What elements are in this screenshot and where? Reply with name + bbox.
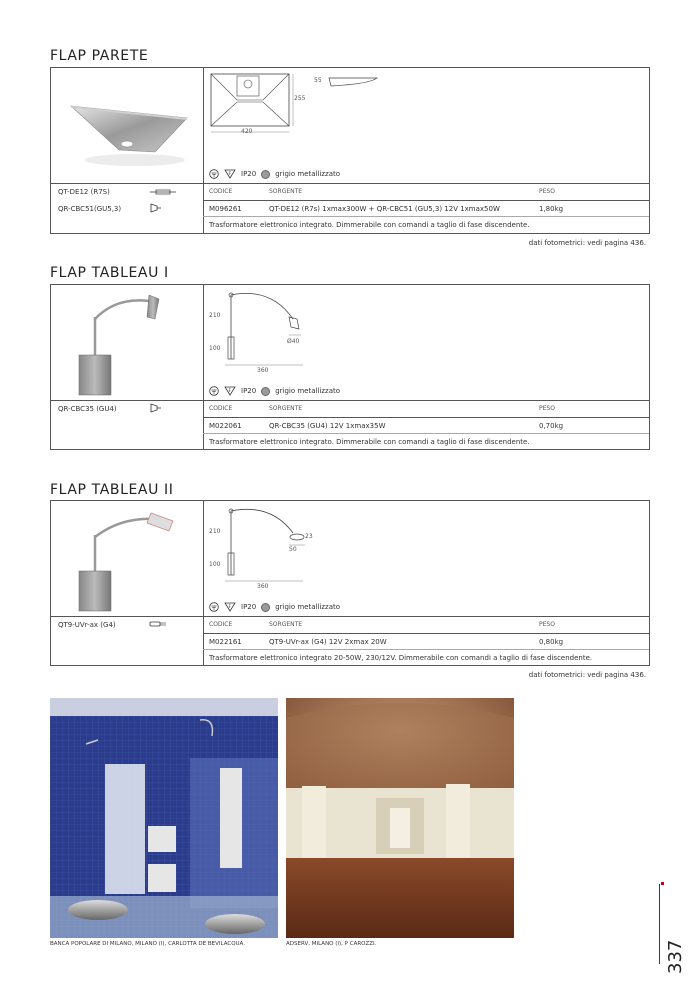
- product-note: Trasformatore elettronico integrato. Dimmerabile con comandi a taglio di fase discendente.: [209, 221, 530, 229]
- finish-swatch-icon: [261, 387, 270, 396]
- lamp-type-1: QT-DE12 (R7S): [58, 188, 110, 196]
- dim-depth: 55: [314, 77, 322, 84]
- reflector-lamp-icon: [150, 203, 162, 213]
- lamp-type-1: QR-CBC35 (GU4): [58, 405, 117, 413]
- finish-label: grigio metallizzato: [275, 170, 341, 178]
- technical-drawing-flap-tableau-2: [221, 505, 341, 585]
- dim-lamp-width: 50: [289, 546, 297, 553]
- caption-bank-photo: BANCA POPOLARE DI MILANO, MILANO (I), CARLOTTA DE BEVILACQUA.: [50, 941, 245, 947]
- page-number-marker: [661, 882, 664, 885]
- finish-swatch-icon: [261, 603, 270, 612]
- product-image-flap-parete: [59, 78, 199, 178]
- page-number: 337: [665, 939, 686, 974]
- dim-diameter: Ø40: [287, 338, 300, 345]
- header-code: CODICE: [209, 188, 233, 195]
- earth-ground-icon: [209, 602, 219, 612]
- spec-icons-row: [209, 169, 340, 179]
- earth-ground-icon: [209, 386, 219, 396]
- photometric-footnote-2: dati fotometrici: vedi pagina 436.: [528, 671, 646, 679]
- dim-h1: 210: [209, 312, 221, 319]
- photo-vaulted-corridor: [286, 698, 514, 938]
- dim-w: 360: [257, 583, 269, 590]
- lamp-type-1: QT9-UVr-ax (G4): [58, 621, 116, 629]
- product-box-flap-parete: [50, 67, 650, 234]
- header-source: SORGENTE: [269, 188, 303, 195]
- product-box-flap-tableau-1: [50, 284, 650, 450]
- product-image-flap-tableau-2: [61, 505, 186, 615]
- product-source: QR-CBC35 (GU4) 12V 1xmax35W: [269, 422, 386, 430]
- spec-icons-row: [209, 386, 340, 396]
- header-weight: PESO: [539, 621, 555, 628]
- spec-icons-row: [209, 602, 340, 612]
- caption-corridor-photo: ADSERV, MILANO (I), P CAROZZI.: [286, 941, 377, 947]
- product-note: Trasformatore elettronico integrato. Dimmerabile con comandi a taglio di fase discendente.: [209, 438, 530, 446]
- header-code: CODICE: [209, 621, 233, 628]
- product-weight: 0,80kg: [539, 638, 564, 646]
- header-code: CODICE: [209, 405, 233, 412]
- finish-swatch-icon: [261, 170, 270, 179]
- product-note: Trasformatore elettronico integrato 20-50W, 230/12V. Dimmerabile con comandi a taglio di fase discendente.: [209, 654, 593, 662]
- triangle-f-mark-icon: [224, 602, 236, 612]
- svg-text:F: F: [228, 389, 232, 394]
- product-source: QT9-UVr-ax (G4) 12V 2xmax 20W: [269, 638, 387, 646]
- header-source: SORGENTE: [269, 621, 303, 628]
- dim-lamp-height: 23: [305, 533, 313, 540]
- technical-drawing-flap-tableau-1: [221, 289, 341, 369]
- page-number-rule: [659, 884, 660, 964]
- photometric-footnote-1: dati fotometrici: vedi pagina 436.: [528, 239, 646, 247]
- product-image-flap-tableau-1: [61, 289, 181, 399]
- header-source: SORGENTE: [269, 405, 303, 412]
- header-weight: PESO: [539, 405, 555, 412]
- triangle-f-mark-icon: [224, 386, 236, 396]
- ip-rating: IP20: [241, 603, 257, 611]
- capsule-lamp-icon: [149, 621, 167, 627]
- lamp-type-2: QR-CBC51(GU5,3): [58, 205, 122, 213]
- svg-text:F: F: [228, 172, 232, 177]
- product-code: M022161: [209, 638, 242, 646]
- finish-label: grigio metallizzato: [275, 387, 341, 395]
- reflector-lamp-icon: [150, 403, 162, 413]
- triangle-f-mark-icon: [224, 169, 236, 179]
- ip-rating: IP20: [241, 170, 257, 178]
- finish-label: grigio metallizzato: [275, 603, 341, 611]
- product-weight: 1,80kg: [539, 205, 564, 213]
- svg-text:F: F: [228, 605, 232, 610]
- dim-width: 420: [241, 128, 253, 135]
- dim-h2: 100: [209, 561, 221, 568]
- dim-w: 360: [257, 367, 269, 374]
- ip-rating: IP20: [241, 387, 257, 395]
- product-weight: 0,70kg: [539, 422, 564, 430]
- dim-height: 255: [294, 95, 306, 102]
- linear-halogen-lamp-icon: [149, 189, 177, 195]
- earth-ground-icon: [209, 169, 219, 179]
- product-source: QT-DE12 (R7s) 1xmax300W + QR-CBC51 (GU5,3) 12V 1xmax50W: [269, 205, 500, 213]
- photo-bank-interior: [50, 698, 278, 938]
- product-code: M096261: [209, 205, 242, 213]
- dim-h1: 210: [209, 528, 221, 535]
- header-weight: PESO: [539, 188, 555, 195]
- dim-h2: 100: [209, 345, 221, 352]
- product-code: M022061: [209, 422, 242, 430]
- product-box-flap-tableau-2: [50, 500, 650, 666]
- section-title-flap-parete: FLAP PARETE: [50, 48, 149, 64]
- section-title-flap-tableau-2: FLAP TABLEAU II: [50, 482, 174, 498]
- section-title-flap-tableau-1: FLAP TABLEAU I: [50, 265, 169, 281]
- technical-drawing-flap-parete: [209, 72, 389, 138]
